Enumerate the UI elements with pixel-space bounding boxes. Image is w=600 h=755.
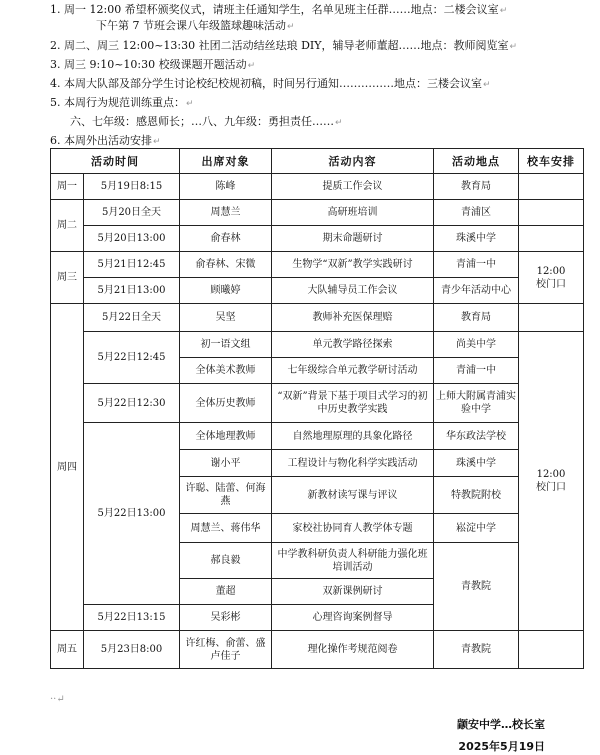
day-cell: 周二	[51, 200, 84, 252]
date-cell: 5月22日全天	[84, 304, 180, 332]
location-cell: 崧淀中学	[434, 514, 519, 543]
bus-cell	[519, 174, 584, 200]
signature-school: 颛安中学…校长室	[457, 718, 545, 731]
attendee-cell: 全体历史教师	[180, 384, 272, 423]
date-cell: 5月21日13:00	[84, 278, 180, 304]
activity-table	[50, 148, 584, 669]
attendee-cell: 全体美术教师	[180, 358, 272, 384]
date-cell: 5月22日12:30	[84, 384, 180, 423]
table-row	[51, 200, 584, 226]
table-row	[51, 304, 584, 332]
content-cell: 教师补充医保理赔	[272, 304, 434, 332]
location-cell: 上师大附属青浦实验中学	[434, 384, 519, 423]
notice-1-sub: 下午第 7 节班会课八年级篮球趣味活动↵	[96, 19, 295, 32]
date-cell: 5月20日全天	[84, 200, 180, 226]
table-row	[51, 423, 584, 450]
table-row	[51, 384, 584, 423]
content-cell: 生物学“双新”教学实践研讨	[272, 252, 434, 278]
content-cell: 心理咨询案例督导	[272, 605, 434, 631]
header-time: 活动时间	[51, 149, 180, 174]
location-cell: 尚美中学	[434, 332, 519, 358]
header-location: 活动地点	[434, 149, 519, 174]
day-cell: 周一	[51, 174, 84, 200]
date-cell: 5月22日13:15	[84, 605, 180, 631]
table-row	[51, 252, 584, 278]
attendee-cell: 初一语文组	[180, 332, 272, 358]
attendee-cell: 郝良毅	[180, 543, 272, 579]
bus-place: 校门口	[536, 482, 566, 493]
date-cell: 5月23日8:00	[84, 631, 180, 669]
notice-6: 6. 本周外出活动安排↵	[50, 134, 161, 147]
date-cell: 5月22日12:45	[84, 332, 180, 384]
notice-4: 4. 本周大队部及部分学生讨论校纪校规初稿，时间另行通知……………地点：三楼会议室↵	[50, 77, 491, 90]
attendee-cell: 许聪、陆蕾、何海燕	[180, 477, 272, 514]
notice-5-sub: 六、七年级：感恩师长；…八、九年级：勇担责任……↵	[70, 115, 343, 128]
location-cell: 珠溪中学	[434, 226, 519, 252]
location-cell: 青浦区	[434, 200, 519, 226]
bus-cell	[519, 252, 584, 304]
attendee-cell: 董超	[180, 579, 272, 605]
notice-3: 3. 周三 9:10~10:30 校级课题开题活动↵	[50, 58, 256, 71]
content-cell: 期末命题研讨	[272, 226, 434, 252]
content-cell: 自然地理原理的具象化路径	[272, 423, 434, 450]
content-cell: 双新课例研讨	[272, 579, 434, 605]
date-cell: 5月20日13:00	[84, 226, 180, 252]
location-cell: 青浦一中	[434, 358, 519, 384]
notice-1: 1. 周一 12:00 希望杯颁奖仪式，请班主任通知学生，名单见班主任群……地点：二楼会议室↵	[50, 3, 508, 16]
location-cell: 特教院附校	[434, 477, 519, 514]
content-cell: 新教材读写课与评议	[272, 477, 434, 514]
content-cell: 高研班培训	[272, 200, 434, 226]
attendee-cell: 吴彩彬	[180, 605, 272, 631]
attendee-cell: 吴坚	[180, 304, 272, 332]
signature-date: 2025年5月19日	[458, 740, 545, 753]
location-cell: 青浦一中	[434, 252, 519, 278]
attendee-cell: 陈峰	[180, 174, 272, 200]
bus-cell	[519, 226, 584, 252]
content-cell: 单元教学路径探索	[272, 332, 434, 358]
content-cell: “双新”背景下基于项目式学习的初中历史教学实践	[272, 384, 434, 423]
content-cell: 提质工作会议	[272, 174, 434, 200]
bus-time: 12:00	[536, 469, 566, 480]
notice-5: 5. 本周行为规范训练重点：↵	[50, 96, 194, 109]
table-row	[51, 174, 584, 200]
location-cell: 珠溪中学	[434, 450, 519, 477]
attendee-cell: 周慧兰	[180, 200, 272, 226]
attendee-cell: 顾曦婷	[180, 278, 272, 304]
bus-cell	[519, 304, 584, 332]
date-cell: 5月19日8:15	[84, 174, 180, 200]
table-row	[51, 332, 584, 358]
table-header-row	[51, 149, 584, 174]
day-cell: 周四	[51, 304, 84, 631]
table-row	[51, 226, 584, 252]
bus-cell	[519, 631, 584, 669]
location-cell: 青教院	[434, 543, 519, 631]
date-cell: 5月22日13:00	[84, 423, 180, 605]
content-cell: 大队辅导员工作会议	[272, 278, 434, 304]
attendee-cell: 全体地理教师	[180, 423, 272, 450]
bus-cell	[519, 332, 584, 631]
notice-2: 2. 周二、周三 12:00~13:30 社团二活动结丝珐琅 DIY，辅导老师董超……地点：教师阅览室↵	[50, 39, 518, 52]
attendee-cell: 俞春林、宋微	[180, 252, 272, 278]
attendee-cell: 许红梅、俞蕾、盛卢佳子	[180, 631, 272, 669]
content-cell: 中学教科研负责人科研能力强化班培训活动	[272, 543, 434, 579]
content-cell: 七年级综合单元教学研讨活动	[272, 358, 434, 384]
day-cell: 周五	[51, 631, 84, 669]
location-cell: 青少年活动中心	[434, 278, 519, 304]
content-cell: 理化操作考规范阅卷	[272, 631, 434, 669]
location-cell: 华东政法学校	[434, 423, 519, 450]
content-cell: 家校社协同育人教学体专题	[272, 514, 434, 543]
bus-place: 校门口	[536, 278, 566, 290]
table-row	[51, 631, 584, 669]
location-cell: 青教院	[434, 631, 519, 669]
attendee-cell: 谢小平	[180, 450, 272, 477]
day-cell: 周三	[51, 252, 84, 304]
date-cell: 5月21日12:45	[84, 252, 180, 278]
header-bus: 校车安排	[519, 149, 584, 174]
location-cell: 教育局	[434, 304, 519, 332]
paragraph-mark: ··↵	[50, 694, 65, 705]
attendee-cell: 周慧兰、蒋伟华	[180, 514, 272, 543]
attendee-cell: 俞春林	[180, 226, 272, 252]
bus-time: 12:00	[536, 265, 566, 277]
content-cell: 工程设计与物化科学实践活动	[272, 450, 434, 477]
header-attendee: 出席对象	[180, 149, 272, 174]
bus-cell	[519, 200, 584, 226]
table-row	[51, 278, 584, 304]
location-cell: 教育局	[434, 174, 519, 200]
header-content: 活动内容	[272, 149, 434, 174]
